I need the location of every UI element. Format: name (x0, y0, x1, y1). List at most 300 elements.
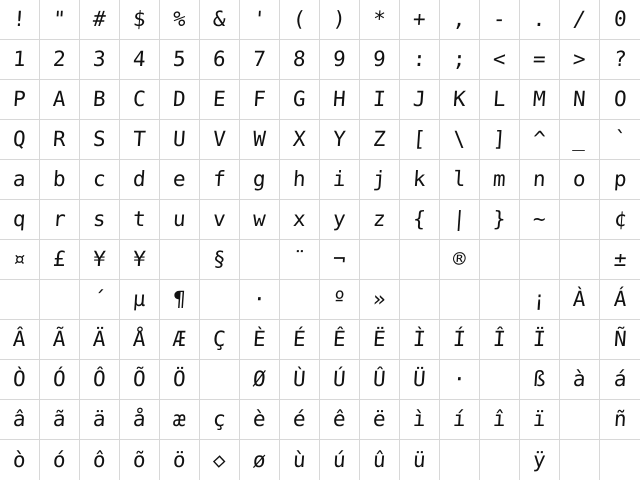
glyph-cell[interactable] (320, 320, 360, 360)
glyph-cell[interactable] (40, 80, 80, 120)
glyph-cell[interactable] (200, 0, 240, 40)
glyph-D: D (172, 87, 187, 111)
glyph-cell[interactable] (560, 400, 600, 440)
glyph-cell[interactable] (520, 320, 560, 360)
glyph-uacute: ú (332, 447, 347, 472)
glyph-iacute: í (452, 407, 467, 431)
glyph-plusminus: ± (612, 247, 628, 271)
glyph-cell[interactable] (320, 240, 360, 280)
glyph-C: C (132, 87, 147, 111)
glyph-cell[interactable] (360, 40, 400, 80)
glyph-cent: ¢ (612, 207, 628, 231)
glyph-cell[interactable] (120, 0, 160, 40)
glyph-cell[interactable] (280, 120, 320, 160)
glyph-cell[interactable] (480, 280, 520, 320)
glyph-cell[interactable] (400, 440, 440, 480)
glyph-hyphen: - (492, 7, 507, 31)
glyph-cell[interactable] (400, 280, 440, 320)
glyph-cell[interactable] (360, 360, 400, 400)
glyph-Icircumflex: Î (492, 327, 507, 351)
glyph-m: m (492, 167, 507, 191)
glyph-cell[interactable] (80, 40, 120, 80)
glyph-dollar: $ (132, 7, 147, 31)
glyph-cell[interactable] (120, 320, 160, 360)
glyph-Edieresis: Ë (372, 327, 387, 351)
glyph-cell[interactable] (520, 240, 560, 280)
glyph-Odieresis: Ö (172, 367, 187, 391)
glyph-cell[interactable] (160, 440, 200, 480)
glyph-udieresis: ü (412, 447, 427, 472)
glyph-cell[interactable] (240, 200, 280, 240)
glyph-adieresis: ä (92, 407, 107, 431)
glyph-cell[interactable] (160, 280, 200, 320)
glyph-cell[interactable] (560, 160, 600, 200)
glyph-cell[interactable] (600, 40, 640, 80)
glyph-asciitilde: ~ (532, 207, 547, 231)
glyph-cell[interactable] (520, 160, 560, 200)
glyph-yen-alt: ¥ (132, 247, 147, 271)
glyph-cell[interactable] (320, 160, 360, 200)
glyph-Iacute: Í (452, 327, 467, 351)
glyph-cell[interactable] (320, 80, 360, 120)
glyph-cell[interactable] (560, 280, 600, 320)
glyph-cell[interactable] (280, 40, 320, 80)
glyph-cell[interactable] (600, 80, 640, 120)
glyph-cell[interactable] (200, 360, 240, 400)
glyph-cell[interactable] (480, 360, 520, 400)
glyph-cell[interactable] (160, 0, 200, 40)
glyph-cell[interactable] (160, 40, 200, 80)
glyph-cell[interactable] (120, 400, 160, 440)
glyph-Oacute: Ó (52, 367, 67, 391)
glyph-cell[interactable] (0, 40, 40, 80)
glyph-Acircumflex: Â (12, 327, 27, 351)
glyph-underscore: _ (572, 127, 587, 151)
glyph-t: t (132, 207, 147, 231)
glyph-equal: = (532, 47, 547, 71)
glyph-cell[interactable] (160, 320, 200, 360)
glyph-cell[interactable] (360, 160, 400, 200)
glyph-cell[interactable] (40, 120, 80, 160)
glyph-grave: ` (612, 127, 628, 151)
glyph-cell[interactable] (320, 120, 360, 160)
glyph-cell[interactable] (560, 440, 600, 480)
glyph-cell[interactable] (440, 0, 480, 40)
glyph-cell[interactable] (400, 200, 440, 240)
glyph-ograve: ò (12, 447, 27, 472)
glyph-cell[interactable] (40, 280, 80, 320)
glyph-a: a (12, 167, 27, 191)
glyph-cell[interactable] (280, 400, 320, 440)
glyph-L: L (492, 87, 507, 111)
glyph-parenright: ) (332, 7, 347, 31)
glyph-cell[interactable] (0, 240, 40, 280)
glyph-exclamdown: ¡ (532, 287, 547, 311)
glyph-cell[interactable] (520, 0, 560, 40)
glyph-ampersand: & (212, 7, 227, 31)
glyph-cell[interactable] (80, 120, 120, 160)
glyph-cell[interactable] (480, 120, 520, 160)
glyph-cell[interactable] (440, 40, 480, 80)
glyph-exclamation: ! (12, 7, 27, 31)
glyph-cell[interactable] (280, 320, 320, 360)
glyph-cell[interactable] (320, 0, 360, 40)
glyph-cell[interactable] (80, 440, 120, 480)
glyph-cell[interactable] (0, 160, 40, 200)
glyph-cell[interactable] (440, 160, 480, 200)
glyph-cell[interactable] (200, 240, 240, 280)
glyph-h: h (292, 167, 307, 191)
glyph-T: T (132, 127, 147, 151)
glyph-cell[interactable] (120, 200, 160, 240)
glyph-cell[interactable] (360, 200, 400, 240)
glyph-igrave: ì (412, 407, 427, 431)
glyph-cell[interactable] (200, 400, 240, 440)
glyph-less: < (492, 47, 507, 71)
glyph-cell[interactable] (360, 80, 400, 120)
glyph-cell[interactable] (600, 400, 640, 440)
glyph-cell[interactable] (80, 160, 120, 200)
glyph-Atilde: Ã (52, 327, 67, 351)
glyph-cell[interactable] (240, 440, 280, 480)
glyph-cell[interactable] (440, 400, 480, 440)
glyph-cell[interactable] (360, 120, 400, 160)
glyph-cell[interactable] (560, 40, 600, 80)
glyph-AE: Æ (172, 327, 187, 351)
glyph-cell[interactable] (400, 40, 440, 80)
glyph-cell[interactable] (240, 120, 280, 160)
glyph-b: b (52, 167, 67, 191)
glyph-cell[interactable] (600, 360, 640, 400)
glyph-cell[interactable] (400, 240, 440, 280)
glyph-cell[interactable] (200, 120, 240, 160)
glyph-l: l (452, 167, 467, 191)
glyph-cell[interactable] (40, 400, 80, 440)
glyph-Otilde: Õ (132, 367, 147, 391)
glyph-cell[interactable] (80, 400, 120, 440)
glyph-E: E (212, 87, 227, 111)
glyph-cell[interactable] (240, 40, 280, 80)
glyph-cell[interactable] (40, 0, 80, 40)
glyph-cell[interactable] (80, 80, 120, 120)
glyph-w: w (252, 207, 267, 231)
glyph-ydieresis: ÿ (532, 447, 547, 472)
glyph-agrave: à (572, 367, 587, 391)
glyph-cell[interactable] (120, 120, 160, 160)
glyph-cell[interactable] (240, 360, 280, 400)
glyph-cell[interactable] (320, 400, 360, 440)
glyph-cell[interactable] (320, 40, 360, 80)
glyph-cell[interactable] (440, 320, 480, 360)
glyph-cell[interactable] (280, 80, 320, 120)
glyph-cell[interactable] (200, 280, 240, 320)
glyph-braceleft: { (412, 207, 427, 231)
glyph-cell[interactable] (560, 80, 600, 120)
glyph-I: I (372, 87, 387, 111)
glyph-cell[interactable] (440, 120, 480, 160)
glyph-c: c (92, 167, 107, 191)
glyph-N: N (572, 87, 587, 111)
glyph-cell[interactable] (320, 280, 360, 320)
glyph-cell[interactable] (440, 360, 480, 400)
glyph-cell[interactable] (240, 400, 280, 440)
glyph-cell[interactable] (120, 240, 160, 280)
glyph-six: 6 (212, 47, 227, 71)
glyph-cell[interactable] (80, 320, 120, 360)
glyph-Ograve: Ò (12, 367, 27, 391)
glyph-F: F (252, 87, 267, 111)
glyph-cell[interactable] (160, 200, 200, 240)
glyph-four: 4 (132, 47, 147, 71)
glyph-slash: / (572, 7, 587, 31)
glyph-cell[interactable] (600, 200, 640, 240)
glyph-cell[interactable] (600, 320, 640, 360)
glyph-cell[interactable] (520, 40, 560, 80)
glyph-percent: % (172, 7, 187, 31)
glyph-cell[interactable] (440, 240, 480, 280)
glyph-cell[interactable] (600, 0, 640, 40)
glyph-ucircumflex: û (372, 447, 387, 472)
glyph-cell[interactable] (0, 360, 40, 400)
glyph-cell[interactable] (480, 320, 520, 360)
glyph-cell[interactable] (120, 440, 160, 480)
glyph-Idieresis: Ï (532, 327, 547, 351)
glyph-cell[interactable] (440, 280, 480, 320)
glyph-H: H (332, 87, 347, 111)
glyph-cell[interactable] (400, 80, 440, 120)
glyph-cell[interactable] (40, 240, 80, 280)
glyph-Ecircumflex: Ê (332, 327, 347, 351)
glyph-three: 3 (92, 47, 107, 71)
glyph-cell[interactable] (480, 40, 520, 80)
glyph-cell[interactable] (440, 80, 480, 120)
glyph-otilde: õ (132, 447, 147, 472)
glyph-cell[interactable] (40, 200, 80, 240)
glyph-v: v (212, 207, 227, 231)
glyph-mu: µ (132, 287, 147, 311)
glyph-cell[interactable] (600, 280, 640, 320)
glyph-cell[interactable] (120, 360, 160, 400)
glyph-cell[interactable] (200, 160, 240, 200)
glyph-cell[interactable] (400, 160, 440, 200)
glyph-cell[interactable] (280, 240, 320, 280)
glyph-registered: ® (452, 247, 467, 271)
glyph-cell[interactable] (0, 0, 40, 40)
glyph-cell[interactable] (240, 280, 280, 320)
glyph-cell[interactable] (0, 400, 40, 440)
glyph-currency: ¤ (12, 247, 27, 271)
glyph-cell[interactable] (520, 120, 560, 160)
glyph-A: A (52, 87, 67, 111)
glyph-bar: | (452, 207, 467, 231)
glyph-cell[interactable] (160, 360, 200, 400)
glyph-cell[interactable] (200, 40, 240, 80)
glyph-Udieresis: Ü (412, 367, 427, 391)
glyph-logicalnot: ¬ (332, 247, 347, 271)
glyph-one: 1 (12, 47, 27, 71)
glyph-quotesingle: ' (252, 7, 267, 31)
glyph-cell[interactable] (120, 40, 160, 80)
glyph-cell[interactable] (440, 440, 480, 480)
glyph-Y: Y (332, 127, 347, 151)
glyph-cell[interactable] (360, 0, 400, 40)
glyph-X: X (292, 127, 307, 151)
glyph-cell[interactable] (80, 200, 120, 240)
glyph-oacute: ó (52, 447, 67, 472)
glyph-G: G (292, 87, 307, 111)
glyph-cell[interactable] (0, 120, 40, 160)
glyph-ocircumflex: ô (92, 447, 107, 472)
glyph-cell[interactable] (280, 0, 320, 40)
glyph-five: 5 (172, 47, 187, 71)
glyph-cell[interactable] (160, 240, 200, 280)
glyph-cell[interactable] (80, 240, 120, 280)
glyph-aacute: á (612, 367, 628, 391)
glyph-cell[interactable] (160, 160, 200, 200)
glyph-cell[interactable] (560, 360, 600, 400)
glyph-cell[interactable] (400, 400, 440, 440)
glyph-cell[interactable] (400, 320, 440, 360)
glyph-n: n (532, 167, 547, 191)
glyph-cell[interactable] (600, 160, 640, 200)
glyph-cell[interactable] (360, 440, 400, 480)
glyph-cell[interactable] (40, 360, 80, 400)
glyph-e: e (172, 167, 187, 191)
glyph-cell[interactable] (280, 280, 320, 320)
glyph-cell[interactable] (520, 400, 560, 440)
glyph-cell[interactable] (480, 80, 520, 120)
glyph-Uacute: Ú (332, 367, 347, 391)
glyph-cell[interactable] (200, 440, 240, 480)
glyph-cell[interactable] (200, 80, 240, 120)
glyph-f: f (212, 167, 227, 191)
glyph-cell[interactable] (280, 440, 320, 480)
glyph-plus: + (412, 7, 427, 31)
glyph-cell[interactable] (40, 160, 80, 200)
glyph-cell[interactable] (480, 0, 520, 40)
glyph-cell[interactable] (520, 80, 560, 120)
glyph-cell[interactable] (520, 200, 560, 240)
glyph-cell[interactable] (560, 200, 600, 240)
glyph-bracketright: ] (492, 127, 507, 151)
glyph-cell[interactable] (320, 200, 360, 240)
glyph-cell[interactable] (480, 400, 520, 440)
glyph-k: k (412, 167, 427, 191)
glyph-cell[interactable] (80, 0, 120, 40)
glyph-ordmasculine: º (332, 287, 347, 311)
glyph-cell[interactable] (280, 160, 320, 200)
glyph-cell[interactable] (0, 440, 40, 480)
glyph-periodcentered: · (252, 287, 267, 311)
glyph-cell[interactable] (560, 120, 600, 160)
glyph-cell[interactable] (280, 200, 320, 240)
glyph-cell[interactable] (240, 160, 280, 200)
glyph-cell[interactable] (240, 0, 280, 40)
glyph-numbersign: # (92, 7, 107, 31)
glyph-cell[interactable] (360, 400, 400, 440)
glyph-aring: å (132, 407, 147, 431)
glyph-cell[interactable] (200, 320, 240, 360)
glyph-s: s (92, 207, 107, 231)
glyph-cell[interactable] (120, 280, 160, 320)
glyph-cell[interactable] (560, 240, 600, 280)
glyph-cell[interactable] (240, 240, 280, 280)
glyph-cell[interactable] (160, 400, 200, 440)
glyph-cell[interactable] (80, 280, 120, 320)
glyph-Ntilde: Ñ (612, 327, 628, 351)
glyph-cell[interactable] (40, 320, 80, 360)
glyph-cell[interactable] (160, 80, 200, 120)
glyph-z: z (372, 207, 387, 231)
glyph-cell[interactable] (480, 160, 520, 200)
glyph-cell[interactable] (160, 120, 200, 160)
glyph-cell[interactable] (560, 0, 600, 40)
glyph-Aring: Å (132, 327, 147, 351)
glyph-P-alt: P (12, 87, 27, 111)
glyph-cell[interactable] (360, 280, 400, 320)
glyph-cell[interactable] (0, 80, 40, 120)
glyph-cell[interactable] (280, 360, 320, 400)
glyph-eacute: é (292, 407, 307, 431)
glyph-cell[interactable] (120, 80, 160, 120)
glyph-cell[interactable] (0, 280, 40, 320)
glyph-oslash: ø (252, 447, 267, 472)
glyph-sterling: £ (52, 247, 67, 271)
glyph-cell[interactable] (520, 280, 560, 320)
glyph-cell[interactable] (480, 240, 520, 280)
glyph-cell[interactable] (0, 320, 40, 360)
glyph-cell[interactable] (600, 120, 640, 160)
glyph-y: y (332, 207, 347, 231)
glyph-cell[interactable] (40, 40, 80, 80)
glyph-cell[interactable] (600, 240, 640, 280)
glyph-cell[interactable] (200, 200, 240, 240)
glyph-i: i (332, 167, 347, 191)
glyph-colon: : (412, 47, 427, 71)
glyph-cell[interactable] (520, 440, 560, 480)
glyph-seven: 7 (252, 47, 267, 71)
glyph-cell[interactable] (240, 320, 280, 360)
glyph-zero: 0 (612, 7, 628, 31)
glyph-cell[interactable] (80, 360, 120, 400)
glyph-cell[interactable] (0, 200, 40, 240)
glyph-cell[interactable] (400, 120, 440, 160)
glyph-cell[interactable] (360, 240, 400, 280)
glyph-cell[interactable] (400, 360, 440, 400)
glyph-S: S (92, 127, 107, 151)
glyph-cell[interactable] (520, 360, 560, 400)
glyph-ugrave: ù (292, 447, 307, 472)
glyph-j: j (372, 167, 387, 191)
glyph-cell[interactable] (600, 440, 640, 480)
glyph-cell[interactable] (240, 80, 280, 120)
glyph-cell[interactable] (480, 200, 520, 240)
glyph-Z: Z (372, 127, 387, 151)
glyph-cell[interactable] (400, 0, 440, 40)
glyph-cell[interactable] (440, 200, 480, 240)
glyph-cell[interactable] (120, 160, 160, 200)
glyph-comma: , (452, 7, 467, 31)
glyph-u: u (172, 207, 187, 231)
glyph-greater: > (572, 47, 587, 71)
glyph-cell[interactable] (360, 320, 400, 360)
glyph-cell[interactable] (40, 440, 80, 480)
glyph-cell[interactable] (480, 440, 520, 480)
glyph-cell[interactable] (320, 360, 360, 400)
glyph-K: K (452, 87, 467, 111)
glyph-cell[interactable] (560, 320, 600, 360)
glyph-cell[interactable] (320, 440, 360, 480)
